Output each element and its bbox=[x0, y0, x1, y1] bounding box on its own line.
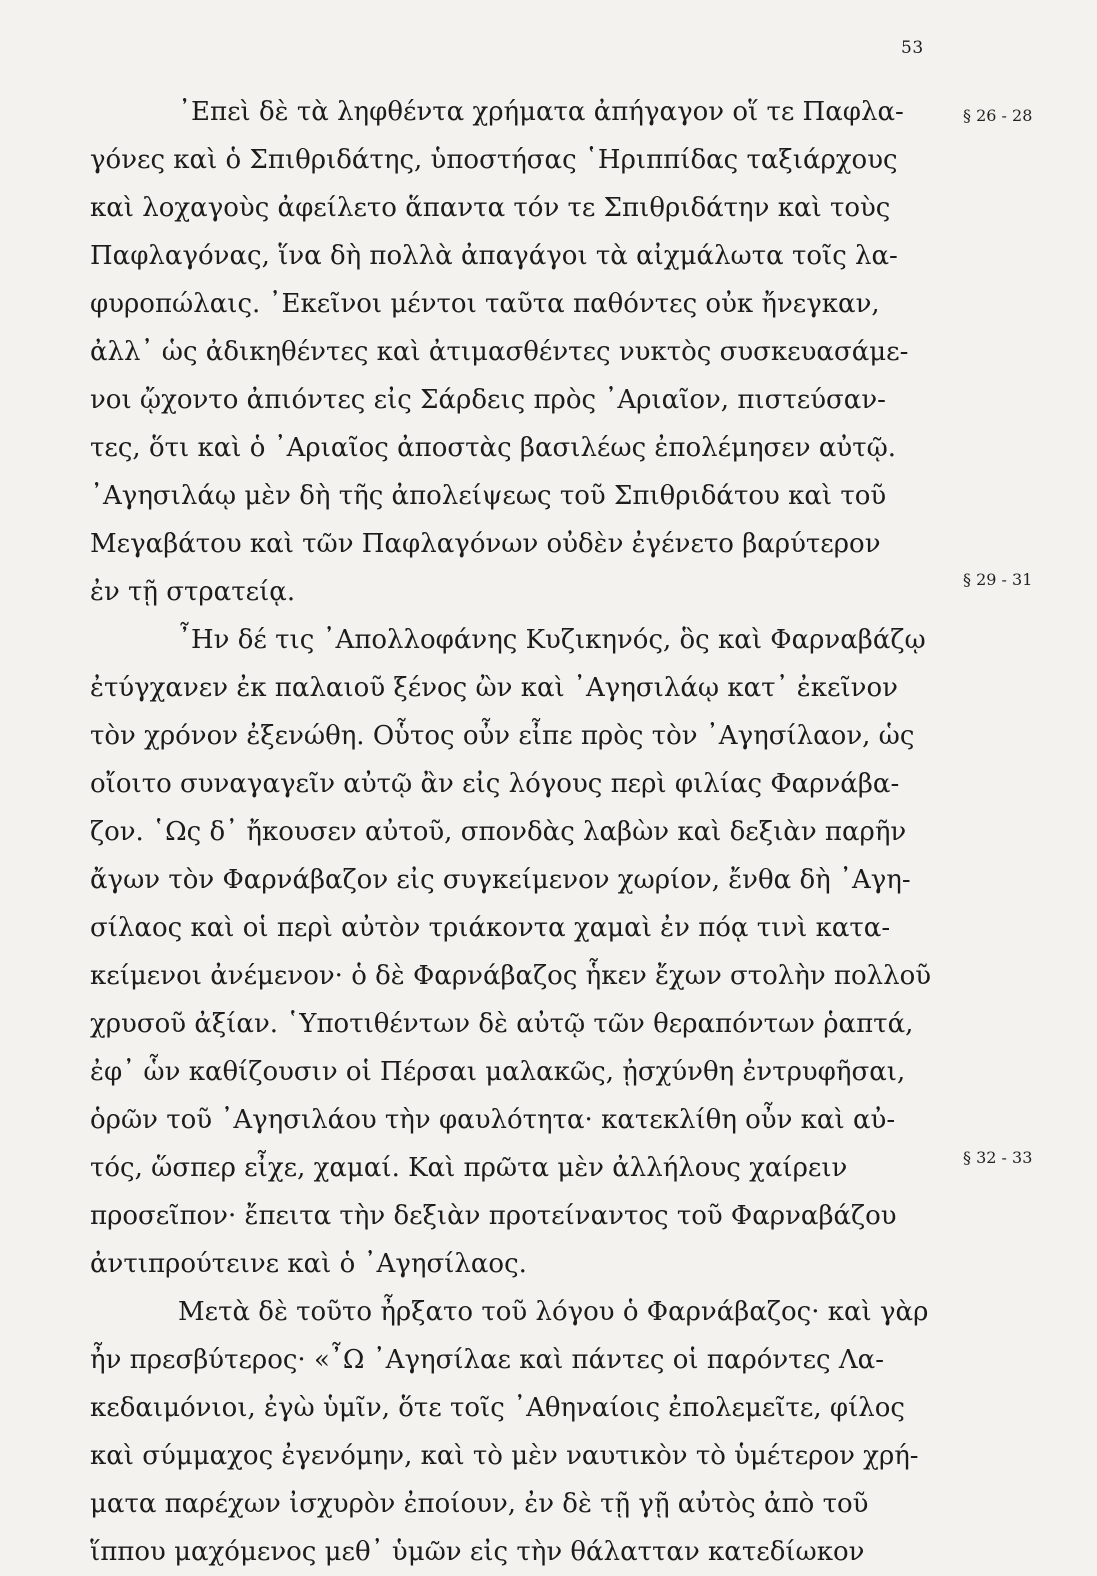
text-line: ῏Ην δέ τις ᾿Απολλοφάνης Κυζικηνός, ὃς καὶ Φαρναβάζῳ bbox=[178, 625, 926, 655]
text-line: Παφλαγόνας, ἵνα δὴ πολλὰ ἀπαγάγοι τὰ αἰχμάλωτα τοῖς λα- bbox=[90, 241, 898, 271]
text-line: ἀλλ᾿ ὡς ἀδικηθέντες καὶ ἀτιμασθέντες νυκτὸς συσκευασάμε- bbox=[90, 337, 909, 367]
text-line: ᾿Επεὶ δὲ τὰ ληφθέντα χρήματα ἀπήγαγον οἵ τε Παφλα- bbox=[178, 97, 904, 127]
text-line: ᾿Αγησιλάῳ μὲν δὴ τῆς ἀπολείψεως τοῦ Σπιθριδάτου καὶ τοῦ bbox=[90, 481, 887, 511]
margin-note-section-32-33: § 32 - 33 bbox=[963, 1148, 1033, 1167]
text-line: οἴοιτο συναγαγεῖν αὐτῷ ἂν εἰς λόγους περὶ φιλίας Φαρνάβα- bbox=[90, 769, 900, 799]
text-line: ὁρῶν τοῦ ᾿Αγησιλάου τὴν φαυλότητα· κατεκλίθη οὖν καὶ αὐ- bbox=[90, 1105, 896, 1135]
text-line: ἀντιπρούτεινε καὶ ὁ ᾿Αγησίλαος. bbox=[90, 1249, 527, 1279]
text-line: ἐφ᾿ ὧν καθίζουσιν οἱ Πέρσαι μαλακῶς, ᾐσχύνθη ἐντρυφῆσαι, bbox=[90, 1057, 906, 1087]
text-line: γόνες καὶ ὁ Σπιθριδάτης, ὑποστήσας ῾Ηριππίδας ταξιάρχους bbox=[90, 145, 898, 175]
text-line: ζον. ῾Ως δ᾿ ἤκουσεν αὐτοῦ, σπονδὰς λαβὼν καὶ δεξιὰν παρῆν bbox=[90, 817, 907, 847]
text-line: ἦν πρεσβύτερος· «῏Ω ᾿Αγησίλαε καὶ πάντες οἱ παρόντες Λα- bbox=[90, 1345, 884, 1375]
text-line: κείμενοι ἀνέμενον· ὁ δὲ Φαρνάβαζος ἧκεν ἔχων στολὴν πολλοῦ bbox=[90, 961, 932, 991]
text-line: νοι ᾤχοντο ἀπιόντες εἰς Σάρδεις πρὸς ᾿Αριαῖον, πιστεύσαν- bbox=[90, 385, 886, 415]
text-line: προσεῖπον· ἔπειτα τὴν δεξιὰν προτείναντος τοῦ Φαρναβάζου bbox=[90, 1201, 897, 1231]
page-number: 53 bbox=[901, 38, 924, 58]
text-line: ἐν τῇ στρατείᾳ. bbox=[90, 577, 296, 607]
margin-note-section-26-28: § 26 - 28 bbox=[963, 106, 1033, 125]
text-line: χρυσοῦ ἀξίαν. ῾Υποτιθέντων δὲ αὐτῷ τῶν θεραπόντων ῥαπτά, bbox=[90, 1009, 914, 1039]
text-line: ἐτύγχανεν ἐκ παλαιοῦ ξένος ὢν καὶ ᾿Αγησιλάῳ κατ᾿ ἐκεῖνον bbox=[90, 673, 898, 703]
text-line: τός, ὥσπερ εἶχε, χαμαί. Καὶ πρῶτα μὲν ἀλλήλους χαίρειν bbox=[90, 1153, 848, 1183]
text-line: σίλαος καὶ οἱ περὶ αὐτὸν τριάκοντα χαμαὶ ἐν πόᾳ τινὶ κατα- bbox=[90, 913, 891, 943]
text-line: ἵππου μαχόμενος μεθ᾿ ὑμῶν εἰς τὴν θάλατταν κατεδίωκον bbox=[90, 1537, 865, 1567]
text-line: Μετὰ δὲ τοῦτο ἦρξατο τοῦ λόγου ὁ Φαρνάβαζος· καὶ γὰρ bbox=[178, 1297, 929, 1327]
text-line: φυροπώλαις. ᾿Εκεῖνοι μέντοι ταῦτα παθόντες οὐκ ἤνεγκαν, bbox=[90, 289, 880, 319]
text-line: τες, ὅτι καὶ ὁ ᾿Αριαῖος ἀποστὰς βασιλέως ἐπολέμησεν αὐτῷ. bbox=[90, 433, 897, 463]
margin-note-section-29-31: § 29 - 31 bbox=[963, 570, 1033, 589]
text-line: τὸν χρόνον ἐξενώθη. Οὗτος οὖν εἶπε πρὸς τὸν ᾿Αγησίλαον, ὡς bbox=[90, 721, 915, 751]
body-text bbox=[90, 88, 960, 1576]
text-line: καὶ λοχαγοὺς ἀφείλετο ἅπαντα τόν τε Σπιθριδάτην καὶ τοὺς bbox=[90, 193, 891, 223]
text-line: ἄγων τὸν Φαρνάβαζον εἰς συγκείμενον χωρίον, ἔνθα δὴ ᾿Αγη- bbox=[90, 865, 911, 895]
text-line: Μεγαβάτου καὶ τῶν Παφλαγόνων οὐδὲν ἐγένετο βαρύτερον bbox=[90, 529, 881, 559]
text-line: καὶ σύμμαχος ἐγενόμην, καὶ τὸ μὲν ναυτικὸν τὸ ὑμέτερον χρή- bbox=[90, 1441, 919, 1471]
text-line: ματα παρέχων ἰσχυρὸν ἐποίουν, ἐν δὲ τῇ γῇ αὐτὸς ἀπὸ τοῦ bbox=[90, 1489, 869, 1519]
text-line: κεδαιμόνιοι, ἐγὼ ὑμῖν, ὅτε τοῖς ᾿Αθηναίοις ἐπολεμεῖτε, φίλος bbox=[90, 1393, 905, 1423]
